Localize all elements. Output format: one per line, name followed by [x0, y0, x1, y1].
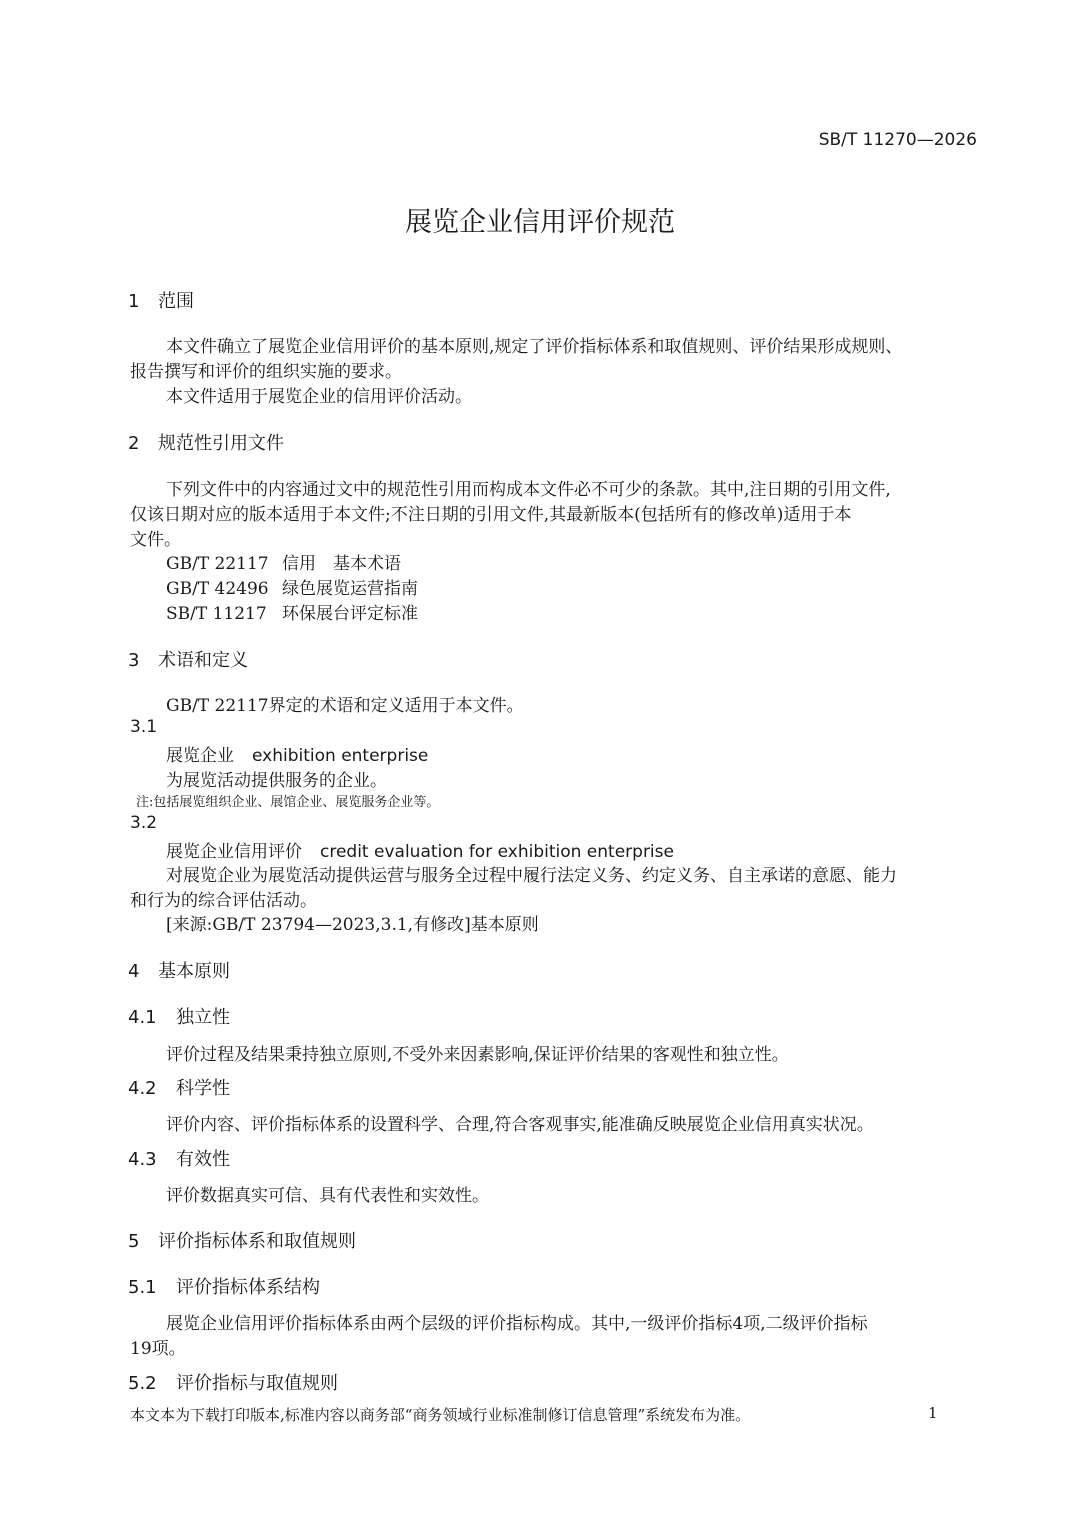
subsection-5-2-heading — [128, 1369, 338, 1395]
section-title: 术语和定义 — [158, 650, 248, 671]
reference-code: GB/T 42496 — [166, 579, 269, 599]
sec2-para1-line3: 文件。 — [130, 530, 181, 550]
subsection-number: 4.1 — [128, 1007, 157, 1028]
section-2-heading — [128, 429, 284, 455]
section-number: 3 — [128, 650, 140, 671]
term-en: exhibition enterprise — [252, 746, 429, 766]
reference-item — [166, 599, 418, 624]
subsection-title: 科学性 — [176, 1078, 230, 1099]
term-zh: 展览企业信用评价 — [166, 842, 302, 862]
page-number: 1 — [928, 1404, 938, 1422]
subsection-number: 5.1 — [128, 1277, 157, 1298]
subsection-number: 4.3 — [128, 1149, 157, 1170]
section-3-heading — [128, 646, 248, 672]
subsection-title: 评价指标体系结构 — [176, 1277, 320, 1298]
subsection-number: 5.2 — [128, 1373, 157, 1394]
sec1-para1-line1: 本文件确立了展览企业信用评价的基本原则,规定了评价指标体系和取值规则、评价结果形成规则、 — [166, 337, 903, 357]
term-source: [来源:GB/T 23794—2023,3.1,有修改]基本原则 — [166, 915, 539, 935]
subsection-5-1-heading — [128, 1273, 320, 1299]
term-number: 3.1 — [130, 717, 158, 737]
term-entry — [166, 837, 674, 862]
subsection-4-2-text: 评价内容、评价指标体系的设置科学、合理,符合客观事实,能准确反映展览企业信用真实状况。 — [166, 1115, 874, 1135]
term-number: 3.2 — [130, 813, 158, 833]
sec3-intro: GB/T 22117界定的术语和定义适用于本文件。 — [166, 696, 524, 716]
sec1-para2: 本文件适用于展览企业的信用评价活动。 — [166, 387, 472, 407]
document-title: 展览企业信用评价规范 — [405, 207, 675, 238]
sec1-para1-line2: 报告撰写和评价的组织实施的要求。 — [130, 362, 402, 382]
page-footer-note: 本文本为下载打印版本,标准内容以商务部“商务领域行业标准制修订信息管理”系统发布为准。 — [130, 1406, 751, 1424]
section-title: 规范性引用文件 — [158, 433, 284, 454]
subsection-number: 4.2 — [128, 1078, 157, 1099]
reference-item — [166, 549, 401, 574]
subsection-title: 独立性 — [176, 1007, 230, 1028]
term-definition-line1: 对展览企业为展览活动提供运营与服务全过程中履行法定义务、约定义务、自主承诺的意愿、能力 — [166, 866, 897, 886]
term-definition: 为展览活动提供服务的企业。 — [166, 771, 387, 791]
subsection-4-3-text: 评价数据真实可信、具有代表性和实效性。 — [166, 1186, 489, 1206]
sec2-para1-line2: 仅该日期对应的版本适用于本文件;不注日期的引用文件,其最新版本(包括所有的修改单)适用于本 — [130, 505, 852, 525]
term-definition-line2: 和行为的综合评估活动。 — [130, 891, 317, 911]
document-number: SB/T 11270—2026 — [818, 130, 977, 150]
section-number: 1 — [128, 291, 140, 312]
reference-name: 绿色展览运营指南 — [282, 579, 418, 599]
subsection-4-2-heading — [128, 1074, 230, 1100]
term-en: credit evaluation for exhibition enterprise — [320, 842, 674, 862]
section-title: 范围 — [158, 291, 194, 312]
subsection-4-1-text: 评价过程及结果秉持独立原则,不受外来因素影响,保证评价结果的客观性和独立性。 — [166, 1045, 789, 1065]
section-number: 4 — [128, 961, 140, 982]
section-5-heading — [128, 1227, 356, 1253]
section-title: 基本原则 — [158, 961, 230, 982]
reference-name: 信用 基本术语 — [282, 554, 401, 574]
reference-code: SB/T 11217 — [166, 604, 267, 624]
subsection-4-1-heading — [128, 1003, 230, 1029]
section-number: 2 — [128, 433, 140, 454]
subsection-title: 有效性 — [176, 1149, 230, 1170]
sec2-para1-line1: 下列文件中的内容通过文中的规范性引用而构成本文件必不可少的条款。其中,注日期的引用文件, — [166, 480, 891, 500]
reference-name: 环保展台评定标准 — [282, 604, 418, 624]
reference-item — [166, 574, 418, 599]
subsection-4-3-heading — [128, 1145, 230, 1171]
subsection-5-1-text-line1: 展览企业信用评价指标体系由两个层级的评价指标构成。其中,一级评价指标4项,二级评价指标 — [166, 1314, 868, 1334]
subsection-title: 评价指标与取值规则 — [176, 1373, 338, 1394]
reference-code: GB/T 22117 — [166, 554, 269, 574]
section-title: 评价指标体系和取值规则 — [158, 1231, 356, 1252]
term-entry — [166, 741, 428, 766]
term-note: 注:包括展览组织企业、展馆企业、展览服务企业等。 — [136, 795, 440, 810]
subsection-5-1-text-line2: 19项。 — [130, 1339, 186, 1359]
term-zh: 展览企业 — [166, 746, 234, 766]
section-number: 5 — [128, 1231, 140, 1252]
section-4-heading — [128, 957, 230, 983]
section-1-heading — [128, 287, 194, 313]
